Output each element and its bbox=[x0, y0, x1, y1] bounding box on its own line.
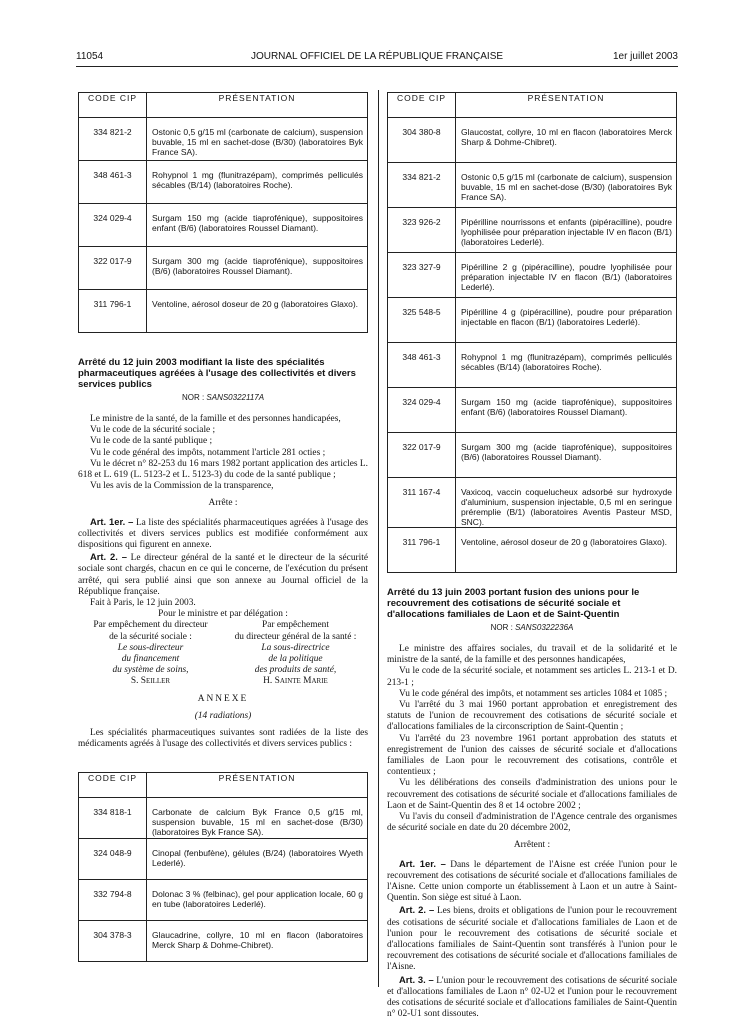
presentation-cell: Glaucostat, collyre, 10 ml en flacon (laboratoires Merck Sharp & Dohme-Chibret). bbox=[456, 118, 677, 163]
presentation-cell: Vaxicoq, vaccin coquelucheux adsorbé sur hydroxyde d'aluminium, suspension injectable, 0,5 ml en seringue préremplie (B/1) (laboratoires Aventis Pasteur MSD, SNC). bbox=[456, 478, 677, 528]
cip-code-cell: 334 821-2 bbox=[388, 163, 456, 208]
header-code: CODE CIP bbox=[388, 93, 456, 118]
presentation-cell: Ventoline, aérosol doseur de 20 g (laboratoires Glaxo). bbox=[456, 528, 677, 573]
table-row bbox=[79, 161, 368, 204]
paragraph: Vu le code de la santé publique ; bbox=[90, 436, 213, 447]
table-row bbox=[79, 798, 368, 839]
signatures bbox=[78, 620, 368, 687]
table-row bbox=[79, 880, 368, 921]
cip-code-cell: 322 017-9 bbox=[79, 247, 147, 290]
presentation-cell: Ostonic 0,5 g/15 ml (carbonate de calcium), suspension buvable, 15 ml en sachet-dose (B/30) (laboratoires Byk France SA). bbox=[456, 163, 677, 208]
cip-code-cell: 324 029-4 bbox=[388, 388, 456, 433]
signature-left: Par empêchement du directeur de la sécurité sociale : Le sous-directeur du financement du système de soins, S. Seiller bbox=[93, 620, 208, 687]
page-header bbox=[76, 48, 678, 67]
table-row bbox=[79, 839, 368, 880]
presentation-cell: Rohypnol 1 mg (flunitrazépam), comprimés pelliculés sécables (B/14) (laboratoires Roche). bbox=[456, 343, 677, 388]
arrete-1-title: Arrêté du 12 juin 2003 modifiant la liste des spécialités pharmaceutiques agréées à l'usage des collectivités et divers services publics bbox=[78, 357, 356, 390]
table-row bbox=[388, 478, 677, 528]
annexe-subtitle: (14 radiations) bbox=[194, 710, 252, 721]
cip-code-cell: 325 548-5 bbox=[388, 298, 456, 343]
table-row bbox=[388, 433, 677, 478]
fait-line: Fait à Paris, le 12 juin 2003. bbox=[90, 598, 196, 609]
presentation-cell: Surgam 300 mg (acide tiaprofénique), suppositoires (B/6) (laboratoires Roussel Diamant). bbox=[456, 433, 677, 478]
annexe-title: ANNEXE bbox=[197, 693, 249, 704]
journal-title: JOURNAL OFFICIEL DE LA RÉPUBLIQUE FRANÇAISE bbox=[250, 51, 504, 62]
page-number: 11054 bbox=[76, 51, 104, 62]
presentation-cell: Surgam 300 mg (acide tiaprofénique), suppositoires (B/6) (laboratoires Roussel Diamant). bbox=[147, 247, 368, 290]
article-1: Art. 1er. – Dans le département de l'Aisne est créée l'union pour le recouvrement des cotisations de sécurité sociale et d'allocations familiales de l'Aisne. Cette union comporte un établissement à Laon et un autre à Saint-Quentin. Son siège est situé à Laon. bbox=[387, 857, 677, 904]
paragraph: Vu l'avis du conseil d'administration de l'Agence centrale des organismes de sécurité sociale en date du 20 décembre 2002, bbox=[387, 812, 677, 834]
arrete-2-title: Arrêté du 13 juin 2003 portant fusion des unions pour le recouvrement des cotisations de sécurité sociale et d'allocations familiales de Laon et de Saint-Quentin bbox=[387, 587, 640, 620]
presentation-cell: Dolonac 3 % (felbinac), gel pour application locale, 60 g en tube (laboratoires Lederlé). bbox=[147, 880, 368, 921]
paragraph: Vu le décret n° 82-253 du 16 mars 1982 portant application des articles L. 618 et L. 619 (L. 5123-2 et L. 5123-3) du code de la santé publique ; bbox=[78, 458, 368, 481]
table-row bbox=[388, 163, 677, 208]
cip-code-cell: 323 926-2 bbox=[388, 208, 456, 253]
table-row bbox=[388, 388, 677, 433]
table-row bbox=[388, 118, 677, 163]
presentation-cell: Surgam 150 mg (acide tiaprofénique), suppositoires enfant (B/6) (laboratoires Roussel Diamant). bbox=[147, 204, 368, 247]
article-2: Art. 2. – Les biens, droits et obligations de l'union pour le recouvrement des cotisations de sécurité sociale et d'allocations familiales de Laon et de l'union pour le recouvrement des cotisations de sécurité sociale et d'allocations familiales de Saint-Quentin sont transférés à l'union pour le recouvrement des cotisations de sécurité sociale et d'allocations familiales de l'Aisne. bbox=[387, 904, 678, 973]
table-row bbox=[79, 118, 368, 161]
paragraph: Le ministre des affaires sociales, du travail et de la solidarité et le ministre de la santé, de la famille et des personnes handicapées, bbox=[387, 644, 677, 666]
paragraph: Vu les avis de la Commission de la transparence, bbox=[90, 481, 274, 492]
right-column bbox=[387, 92, 677, 1021]
cip-code-cell: 334 821-2 bbox=[79, 118, 147, 161]
signature-right: Par empêchement du directeur général de la santé : La sous-directrice de la politique des produits de santé, H. Sainte Marie bbox=[234, 620, 357, 687]
table-row bbox=[79, 247, 368, 290]
cip-code-cell: 348 461-3 bbox=[388, 343, 456, 388]
table-row bbox=[79, 204, 368, 247]
presentation-cell: Glaucadrine, collyre, 10 ml en flacon (laboratoires Merck Sharp & Dohme-Chibret). bbox=[147, 921, 368, 962]
arretent-word: Arrêtent : bbox=[513, 840, 551, 851]
article-3: Art. 3. – L'union pour le recouvrement des cotisations de sécurité sociale et d'allocations familiales de Laon n° 02-U2 et l'union pour le recouvrement des cotisations de sécurité sociale et d'allocations familiales de Saint-Quentin n° 02-U1 sont dissoutes. bbox=[387, 973, 677, 1020]
issue-date: 1er juillet 2003 bbox=[612, 51, 678, 62]
header-code: CODE CIP bbox=[79, 93, 147, 118]
paragraph: Vu le code de la sécurité sociale ; bbox=[90, 425, 216, 436]
table-row bbox=[79, 921, 368, 962]
cip-code-cell: 334 818-1 bbox=[79, 798, 147, 839]
table-row bbox=[388, 253, 677, 298]
cip-code-cell: 304 380-8 bbox=[388, 118, 456, 163]
paragraph: Vu l'arrêté du 23 novembre 1961 portant approbation des statuts et enregistrement de l'union des caisses de sécurité sociale et d'allocations familiales de Laon pour le recouvrement des cotisations, contrôle et contentieux ; bbox=[387, 733, 677, 778]
article-2: Art. 2. – Le directeur général de la santé et le directeur de la sécurité sociale sont chargés, chacun en ce qui le concerne, de l'exécution du présent arrêté, qui sera publié ainsi que son annexe au Journal officiel de la République française. bbox=[78, 551, 369, 597]
presentation-cell: Carbonate de calcium Byk France 0,5 g/15 ml, suspension buvable, 15 ml en sachet-dose (B/30) (laboratoires Byk France SA). bbox=[147, 798, 368, 839]
presentation-cell: Rohypnol 1 mg (flunitrazépam), comprimés pelliculés sécables (B/14) (laboratoires Roche). bbox=[147, 161, 368, 204]
table-row bbox=[388, 343, 677, 388]
header-code: CODE CIP bbox=[79, 773, 147, 798]
cip-code-cell: 324 048-9 bbox=[79, 839, 147, 880]
table-row bbox=[79, 290, 368, 333]
cip-code-cell: 322 017-9 bbox=[388, 433, 456, 478]
paragraph: Vu l'arrêté du 3 mai 1960 portant approbation et enregistrement des statuts de l'union de recouvrement des cotisations de sécurité sociale et d'allocations familiales de la circonscription de Saint-Quentin ; bbox=[387, 700, 677, 733]
header-presentation: PRÉSENTATION bbox=[456, 93, 677, 118]
paragraph: Vu le code général des impôts, notamment l'article 281 octies ; bbox=[90, 447, 326, 458]
cip-code-cell: 311 796-1 bbox=[388, 528, 456, 573]
article-1: Art. 1er. – La liste des spécialités pharmaceutiques agréées à l'usage des collectivités et divers services publics est modifiée conformément aux dispositions qui figurent en annexe. bbox=[78, 515, 368, 551]
cip-code-cell: 332 794-8 bbox=[79, 880, 147, 921]
presentation-cell: Pipérilline nourrissons et enfants (pipéracilline), poudre lyophilisée pour préparation injectable IV en flacon (B/1) (laboratoires Lederlé). bbox=[456, 208, 677, 253]
left-column bbox=[78, 92, 369, 950]
right-table bbox=[387, 92, 677, 573]
presentation-cell: Pipérilline 4 g (pipéracilline), poudre pour préparation injectable en flacon (B/1) (laboratoires Lederlé). bbox=[456, 298, 677, 343]
header-presentation: PRÉSENTATION bbox=[147, 93, 368, 118]
table-row bbox=[388, 208, 677, 253]
cip-code-cell: 348 461-3 bbox=[79, 161, 147, 204]
cip-code-cell: 304 378-3 bbox=[79, 921, 147, 962]
header-presentation: PRÉSENTATION bbox=[147, 773, 368, 798]
cip-code-cell: 324 029-4 bbox=[79, 204, 147, 247]
presentation-cell: Cinopal (fenbufène), gélules (B/24) (laboratoires Wyeth Lederlé). bbox=[147, 839, 368, 880]
column-divider bbox=[378, 90, 379, 987]
cip-code-cell: 311 796-1 bbox=[79, 290, 147, 333]
arrete-word: Arrête : bbox=[208, 498, 238, 509]
paragraph: Vu le code de la sécurité sociale, et notamment ses articles L. 213-1 et D. 213-1 ; bbox=[387, 666, 677, 688]
cip-code-cell: 311 167-4 bbox=[388, 478, 456, 528]
annexe-text: Les spécialités pharmaceutiques suivantes sont radiées de la liste des médicaments agréés à l'usage des collectivités et divers services publics : bbox=[78, 728, 368, 750]
arrete-2-nor: NOR : SANS0322236A bbox=[490, 623, 574, 632]
table-row bbox=[388, 528, 677, 573]
presentation-cell: Ostonic 0,5 g/15 ml (carbonate de calcium), suspension buvable, 15 ml en sachet-dose (B/30) (laboratoires Byk France SA). bbox=[147, 118, 368, 161]
arrete-1-nor: NOR : SANS0322117A bbox=[181, 393, 265, 402]
paragraph: Vu les délibérations des conseils d'administration des unions pour le recouvrement des cotisations de sécurité sociale et d'allocations familiales de Laon et de Saint-Quentin des 8 et 14 octobre 2002 ; bbox=[387, 778, 677, 811]
paragraph: Le ministre de la santé, de la famille et des personnes handicapées, bbox=[90, 414, 341, 424]
table-row bbox=[388, 298, 677, 343]
pour-le-ministre: Pour le ministre et par délégation : bbox=[158, 609, 288, 620]
presentation-cell: Ventoline, aérosol doseur de 20 g (laboratoires Glaxo). bbox=[147, 290, 368, 333]
presentation-cell: Surgam 150 mg (acide tiaprofénique), suppositoires enfant (B/6) (laboratoires Roussel Diamant). bbox=[456, 388, 677, 433]
paragraph: Vu le code général des impôts, et notamment ses articles 1084 et 1085 ; bbox=[399, 688, 668, 699]
cip-code-cell: 323 327-9 bbox=[388, 253, 456, 298]
left-table bbox=[78, 92, 368, 333]
presentation-cell: Pipérilline 2 g (pipéracilline), poudre lyophilisée pour préparation injectable IV en flacon (B/1) (laboratoires Lederlé). bbox=[456, 253, 677, 298]
bottom-left-table bbox=[78, 772, 368, 990]
